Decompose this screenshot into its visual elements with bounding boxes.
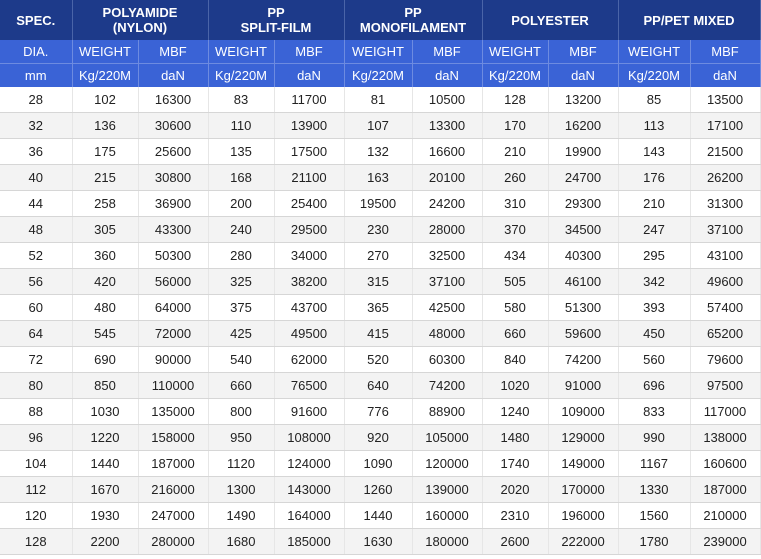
weight-cell: 450: [618, 321, 690, 347]
weight-cell: 19500: [344, 191, 412, 217]
table-row: [0, 295, 760, 321]
mbf-cell: 10500: [412, 87, 482, 113]
weight-cell: 420: [72, 269, 138, 295]
mbf-cell: 280000: [138, 529, 208, 555]
mbf-cell: 26200: [690, 165, 760, 191]
mbf-cell: 51300: [548, 295, 618, 321]
mbf-cell: 37100: [690, 217, 760, 243]
mbf-cell: 65200: [690, 321, 760, 347]
mbf-cell: 247000: [138, 503, 208, 529]
dia-unit: mm: [0, 64, 72, 88]
mbf-cell: 160000: [412, 503, 482, 529]
dia-cell: 80: [0, 373, 72, 399]
weight-cell: 425: [208, 321, 274, 347]
mbf-cell: 160600: [690, 451, 760, 477]
weight-cell: 1440: [72, 451, 138, 477]
table-row: [0, 399, 760, 425]
weight-cell: 840: [482, 347, 548, 373]
mbf-cell: 29500: [274, 217, 344, 243]
mbf-cell: 164000: [274, 503, 344, 529]
header-row-materials: [0, 0, 760, 40]
mbf-cell: 42500: [412, 295, 482, 321]
weight-cell: 1440: [344, 503, 412, 529]
dia-cell: 44: [0, 191, 72, 217]
mbf-cell: 129000: [548, 425, 618, 451]
table-row: [0, 165, 760, 191]
mbf-cell: 64000: [138, 295, 208, 321]
weight-cell: 81: [344, 87, 412, 113]
weight-cell: 136: [72, 113, 138, 139]
weight-header: WEIGHT: [618, 40, 690, 64]
dia-cell: 112: [0, 477, 72, 503]
weight-cell: 1090: [344, 451, 412, 477]
mbf-cell: 25400: [274, 191, 344, 217]
weight-cell: 2310: [482, 503, 548, 529]
mbf-cell: 110000: [138, 373, 208, 399]
mbf-cell: 187000: [690, 477, 760, 503]
weight-cell: 950: [208, 425, 274, 451]
weight-cell: 258: [72, 191, 138, 217]
dia-cell: 32: [0, 113, 72, 139]
table-row: [0, 113, 760, 139]
mbf-header: MBF: [412, 40, 482, 64]
mbf-cell: 49500: [274, 321, 344, 347]
weight-cell: 1220: [72, 425, 138, 451]
mbf-cell: 43300: [138, 217, 208, 243]
weight-cell: 640: [344, 373, 412, 399]
table-row: [0, 451, 760, 477]
weight-cell: 1030: [72, 399, 138, 425]
mbf-cell: 38200: [274, 269, 344, 295]
mbf-cell: 40300: [548, 243, 618, 269]
material-header-line2: MONOFILAMENT: [359, 20, 467, 35]
material-header-line1: POLYAMIDE: [102, 5, 178, 20]
material-header-line1: POLYESTER: [511, 12, 589, 28]
mbf-cell: 13900: [274, 113, 344, 139]
mbf-cell: 135000: [138, 399, 208, 425]
mbf-cell: 222000: [548, 529, 618, 555]
mbf-header: MBF: [690, 40, 760, 64]
table-row: [0, 243, 760, 269]
mbf-cell: 185000: [274, 529, 344, 555]
weight-cell: 833: [618, 399, 690, 425]
weight-cell: 696: [618, 373, 690, 399]
mbf-cell: 79600: [690, 347, 760, 373]
material-header-pp-pet-mixed: [618, 0, 760, 40]
weight-unit: Kg/220M: [618, 64, 690, 88]
mbf-cell: 108000: [274, 425, 344, 451]
mbf-cell: 34000: [274, 243, 344, 269]
dia-cell: 40: [0, 165, 72, 191]
mbf-header: MBF: [138, 40, 208, 64]
weight-cell: 1670: [72, 477, 138, 503]
weight-cell: 545: [72, 321, 138, 347]
material-header-line2: SPLIT-FILM: [240, 20, 312, 35]
weight-cell: 342: [618, 269, 690, 295]
weight-unit: Kg/220M: [72, 64, 138, 88]
weight-cell: 325: [208, 269, 274, 295]
mbf-cell: 170000: [548, 477, 618, 503]
weight-cell: 1240: [482, 399, 548, 425]
weight-cell: 132: [344, 139, 412, 165]
dia-cell: 96: [0, 425, 72, 451]
weight-cell: 1300: [208, 477, 274, 503]
weight-cell: 415: [344, 321, 412, 347]
mbf-cell: 196000: [548, 503, 618, 529]
weight-cell: 1260: [344, 477, 412, 503]
dia-cell: 52: [0, 243, 72, 269]
dia-cell: 28: [0, 87, 72, 113]
weight-header: WEIGHT: [72, 40, 138, 64]
weight-cell: 520: [344, 347, 412, 373]
material-header-polyamide: [72, 0, 208, 40]
mbf-cell: 21500: [690, 139, 760, 165]
mbf-cell: 30600: [138, 113, 208, 139]
material-header-pp-split-film: [208, 0, 344, 40]
mbf-cell: 34500: [548, 217, 618, 243]
mbf-cell: 24700: [548, 165, 618, 191]
mbf-unit: daN: [690, 64, 760, 88]
mbf-cell: 24200: [412, 191, 482, 217]
mbf-cell: 57400: [690, 295, 760, 321]
weight-cell: 210: [618, 191, 690, 217]
weight-cell: 990: [618, 425, 690, 451]
dia-cell: 64: [0, 321, 72, 347]
weight-cell: 560: [618, 347, 690, 373]
dia-cell: 88: [0, 399, 72, 425]
weight-cell: 102: [72, 87, 138, 113]
material-header-line1: PP: [267, 5, 285, 20]
weight-cell: 170: [482, 113, 548, 139]
weight-cell: 280: [208, 243, 274, 269]
table-row: [0, 477, 760, 503]
mbf-cell: 74200: [548, 347, 618, 373]
mbf-cell: 30800: [138, 165, 208, 191]
mbf-cell: 90000: [138, 347, 208, 373]
mbf-cell: 216000: [138, 477, 208, 503]
weight-cell: 110: [208, 113, 274, 139]
weight-cell: 113: [618, 113, 690, 139]
weight-cell: 143: [618, 139, 690, 165]
mbf-cell: 16200: [548, 113, 618, 139]
mbf-unit: daN: [138, 64, 208, 88]
mbf-cell: 139000: [412, 477, 482, 503]
dia-cell: 48: [0, 217, 72, 243]
mbf-cell: 16300: [138, 87, 208, 113]
weight-cell: 393: [618, 295, 690, 321]
weight-cell: 1330: [618, 477, 690, 503]
weight-cell: 540: [208, 347, 274, 373]
mbf-cell: 19900: [548, 139, 618, 165]
mbf-cell: 239000: [690, 529, 760, 555]
mbf-cell: 13300: [412, 113, 482, 139]
mbf-cell: 32500: [412, 243, 482, 269]
dia-cell: 120: [0, 503, 72, 529]
weight-header: WEIGHT: [482, 40, 548, 64]
table-row: [0, 269, 760, 295]
table-row: [0, 529, 760, 555]
dia-cell: 72: [0, 347, 72, 373]
weight-cell: 1120: [208, 451, 274, 477]
mbf-cell: 210000: [690, 503, 760, 529]
mbf-cell: 88900: [412, 399, 482, 425]
weight-cell: 83: [208, 87, 274, 113]
dia-cell: 56: [0, 269, 72, 295]
mbf-cell: 109000: [548, 399, 618, 425]
weight-cell: 690: [72, 347, 138, 373]
mbf-cell: 28000: [412, 217, 482, 243]
weight-cell: 1780: [618, 529, 690, 555]
mbf-cell: 37100: [412, 269, 482, 295]
weight-cell: 1020: [482, 373, 548, 399]
weight-cell: 434: [482, 243, 548, 269]
mbf-cell: 60300: [412, 347, 482, 373]
mbf-cell: 158000: [138, 425, 208, 451]
mbf-cell: 143000: [274, 477, 344, 503]
mbf-cell: 25600: [138, 139, 208, 165]
weight-cell: 800: [208, 399, 274, 425]
mbf-cell: 59600: [548, 321, 618, 347]
weight-cell: 1490: [208, 503, 274, 529]
mbf-cell: 21100: [274, 165, 344, 191]
mbf-cell: 62000: [274, 347, 344, 373]
material-header-line2: (NYLON): [112, 20, 168, 35]
weight-cell: 107: [344, 113, 412, 139]
mbf-unit: daN: [548, 64, 618, 88]
weight-cell: 200: [208, 191, 274, 217]
weight-cell: 163: [344, 165, 412, 191]
weight-cell: 365: [344, 295, 412, 321]
dia-cell: 128: [0, 529, 72, 555]
table-row: [0, 373, 760, 399]
weight-cell: 660: [482, 321, 548, 347]
mbf-cell: 46100: [548, 269, 618, 295]
mbf-cell: 76500: [274, 373, 344, 399]
material-header-line1: PP: [404, 5, 422, 20]
mbf-cell: 50300: [138, 243, 208, 269]
header-row-units: [0, 64, 760, 88]
weight-unit: Kg/220M: [482, 64, 548, 88]
mbf-cell: 13200: [548, 87, 618, 113]
mbf-cell: 13500: [690, 87, 760, 113]
weight-cell: 135: [208, 139, 274, 165]
mbf-cell: 36900: [138, 191, 208, 217]
mbf-cell: 120000: [412, 451, 482, 477]
table-row: [0, 347, 760, 373]
weight-cell: 360: [72, 243, 138, 269]
mbf-cell: 17100: [690, 113, 760, 139]
mbf-cell: 43700: [274, 295, 344, 321]
weight-cell: 1560: [618, 503, 690, 529]
dia-cell: 60: [0, 295, 72, 321]
weight-cell: 128: [482, 87, 548, 113]
mbf-cell: 180000: [412, 529, 482, 555]
weight-cell: 1740: [482, 451, 548, 477]
weight-cell: 175: [72, 139, 138, 165]
material-header-polyester: [482, 0, 618, 40]
weight-cell: 660: [208, 373, 274, 399]
weight-cell: 920: [344, 425, 412, 451]
mbf-cell: 49600: [690, 269, 760, 295]
weight-cell: 310: [482, 191, 548, 217]
mbf-header: MBF: [274, 40, 344, 64]
mbf-cell: 72000: [138, 321, 208, 347]
mbf-cell: 91000: [548, 373, 618, 399]
mbf-cell: 17500: [274, 139, 344, 165]
weight-cell: 270: [344, 243, 412, 269]
table-row: [0, 139, 760, 165]
mbf-cell: 117000: [690, 399, 760, 425]
weight-header: WEIGHT: [208, 40, 274, 64]
mbf-cell: 91600: [274, 399, 344, 425]
table-row: [0, 425, 760, 451]
table-row: [0, 321, 760, 347]
mbf-header: MBF: [548, 40, 618, 64]
weight-cell: 375: [208, 295, 274, 321]
mbf-cell: 11700: [274, 87, 344, 113]
weight-cell: 2020: [482, 477, 548, 503]
weight-cell: 240: [208, 217, 274, 243]
weight-cell: 2200: [72, 529, 138, 555]
dia-cell: 104: [0, 451, 72, 477]
weight-cell: 776: [344, 399, 412, 425]
material-header-line1: PP/PET MIXED: [643, 12, 735, 28]
spec-header: SPEC.: [0, 0, 72, 40]
table-row: [0, 87, 760, 113]
weight-cell: 370: [482, 217, 548, 243]
mbf-cell: 16600: [412, 139, 482, 165]
weight-cell: 505: [482, 269, 548, 295]
mbf-cell: 48000: [412, 321, 482, 347]
table-row: [0, 191, 760, 217]
weight-header: WEIGHT: [344, 40, 412, 64]
mbf-cell: 56000: [138, 269, 208, 295]
weight-cell: 210: [482, 139, 548, 165]
weight-cell: 1930: [72, 503, 138, 529]
weight-cell: 260: [482, 165, 548, 191]
weight-cell: 247: [618, 217, 690, 243]
weight-cell: 295: [618, 243, 690, 269]
weight-cell: 1480: [482, 425, 548, 451]
mbf-unit: daN: [412, 64, 482, 88]
weight-cell: 215: [72, 165, 138, 191]
weight-cell: 2600: [482, 529, 548, 555]
mbf-unit: daN: [274, 64, 344, 88]
mbf-cell: 149000: [548, 451, 618, 477]
mbf-cell: 124000: [274, 451, 344, 477]
weight-unit: Kg/220M: [208, 64, 274, 88]
material-header-pp-monofilament: [344, 0, 482, 40]
weight-cell: 1167: [618, 451, 690, 477]
weight-cell: 1630: [344, 529, 412, 555]
mbf-cell: 31300: [690, 191, 760, 217]
mbf-cell: 97500: [690, 373, 760, 399]
weight-cell: 230: [344, 217, 412, 243]
mbf-cell: 138000: [690, 425, 760, 451]
table-body: [0, 87, 760, 555]
mbf-cell: 187000: [138, 451, 208, 477]
table-row: [0, 217, 760, 243]
table-row: [0, 503, 760, 529]
weight-cell: 305: [72, 217, 138, 243]
weight-cell: 168: [208, 165, 274, 191]
weight-cell: 176: [618, 165, 690, 191]
weight-cell: 850: [72, 373, 138, 399]
mbf-cell: 29300: [548, 191, 618, 217]
dia-cell: 36: [0, 139, 72, 165]
mbf-cell: 74200: [412, 373, 482, 399]
header-row-measures: [0, 40, 760, 64]
dia-header: DIA.: [0, 40, 72, 64]
weight-cell: 85: [618, 87, 690, 113]
weight-cell: 315: [344, 269, 412, 295]
weight-unit: Kg/220M: [344, 64, 412, 88]
mbf-cell: 105000: [412, 425, 482, 451]
mbf-cell: 43100: [690, 243, 760, 269]
weight-cell: 580: [482, 295, 548, 321]
mbf-cell: 20100: [412, 165, 482, 191]
weight-cell: 480: [72, 295, 138, 321]
weight-cell: 1680: [208, 529, 274, 555]
